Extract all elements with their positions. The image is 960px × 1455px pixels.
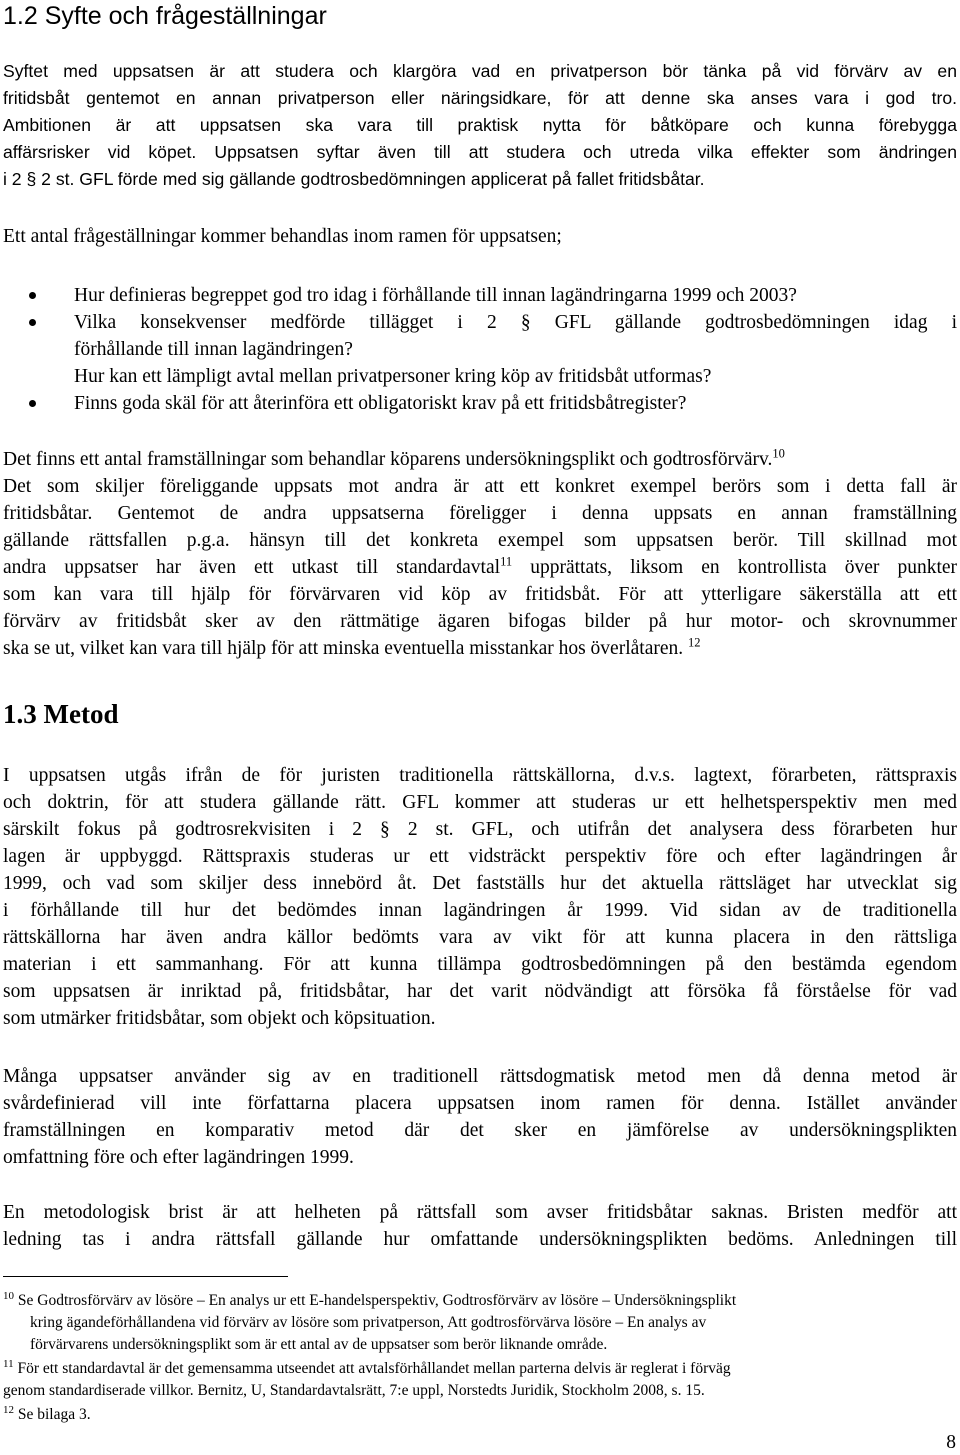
text-line: Syftet med uppsatsen är att studera och klargöra vad en privatperson bör tänka på vid förvärv av en [3, 61, 957, 81]
list-item [3, 363, 957, 390]
text-line: Ambitionen är att uppsatsen ska vara till praktisk nytta för båtköpare och kunna förebygga [3, 115, 957, 135]
text-line: affärsrisker vid köpet. Uppsatsen syftar även till att studera och utreda vilka effekter som ändringen [3, 142, 957, 162]
text-line: Det som skiljer föreliggande uppsats mot andra är att ett konkret exempel berörs som i detta fall är [3, 476, 957, 497]
footnote-12 [3, 1404, 957, 1426]
bullet-icon [29, 400, 36, 407]
bullet-icon [29, 319, 36, 326]
text-span: Se Godtrosförvärv av lösöre – En analys ur ett E-handelsperspektiv, Godtrosförvärv av lösöre – Undersökningsplikt [17, 1292, 737, 1309]
text-line: Ett antal frågeställningar kommer behandlas inom ramen för uppsatsen; [3, 226, 562, 247]
section-heading-1-2: 1.2 Syfte och frågeställningar [3, 2, 327, 30]
paragraph-metod [3, 762, 957, 1032]
footnote-11 [3, 1358, 957, 1402]
footnote-ref-10: 10 [772, 446, 785, 461]
text-line: i 2 § 2 st. GFL förde med sig gällande godtrosbedömningen applicerat på fallet fritidsbåtar. [3, 169, 705, 189]
text-line: förhållande till innan lagändringen? [74, 339, 353, 360]
list-item [3, 390, 957, 417]
text-line: materian i ett sammanhang. För att kunna tillämpa godtrosbedömningen på den bestämda egendom [3, 954, 957, 975]
text-line [3, 1290, 957, 1312]
footnote-10 [3, 1290, 957, 1356]
text-line: kring ägandeförhållandena vid förvärv av lösöre som privatperson, Att godtrosförvärva lösöre – En analys av [30, 1314, 707, 1331]
text-line: 1999, och vad som skiljer dess innebörd åt. Det fastställs hur det aktuella rättsläget har utvecklat sig [3, 873, 957, 894]
footnote-ref-12: 12 [688, 635, 701, 650]
text-line: genom standardiserade villkor. Bernitz, U, Standardavtalsrätt, 7:e uppl, Norstedts Juridik, Stockholm 2008, s. 15. [3, 1382, 705, 1399]
text-line: I uppsatsen utgås ifrån de för juristen traditionella rättskällorna, d.v.s. lagtext, förarbeten, rättspraxis [3, 765, 957, 786]
section-heading-1-3: 1.3 Metod [3, 699, 119, 729]
paragraph-framstallningar [3, 446, 957, 662]
text-line: ledning tas i andra rättsfall gällande hur omfattande undersökningsplikten bedöms. Anledningen till [3, 1229, 957, 1250]
text-line: gällande rättsfallen p.g.a. hänsyn till det konkreta exempel som uppsatsen berör. Till skillnad mot [3, 530, 957, 551]
paragraph-intro-questions [3, 223, 957, 250]
text-span: För ett standardavtal är det gemensamma utseendet att avtalsförhållandet mellan parterna delvis är reglerat i förväg [17, 1360, 731, 1377]
bullet-icon [29, 292, 36, 299]
text-line: Hur kan ett lämpligt avtal mellan privatpersoner kring köp av fritidsbåt utformas? [74, 366, 712, 387]
text-line: särskilt fokus på godtrosrekvisiten i 2 § 2 st. GFL, och utifrån det analysera dess förarbeten hur [3, 819, 957, 840]
text-line [3, 635, 957, 662]
text-line: förvärvarens undersökningsplikt som är ett antal av de uppsatser som berör liknande område. [30, 1336, 608, 1353]
list-item [3, 282, 957, 309]
footnote-separator [3, 1276, 288, 1277]
footnote-number: 10 [3, 1289, 14, 1302]
text-line: Finns goda skäl för att återinföra ett obligatoriskt krav på ett fritidsbåtregister? [74, 393, 687, 414]
text-line: som utmärker fritidsbåtar, som objekt och köpsituation. [3, 1008, 436, 1029]
text-line [3, 1404, 957, 1426]
text-line: och doktrin, för att studera gällande rätt. GFL kommer att studeras ur ett helhetsperspektiv men med [3, 792, 957, 813]
text-line: Många uppsatser använder sig av en traditionell rättsdogmatisk metod men då denna metod är [3, 1066, 957, 1087]
page-number: 8 [946, 1432, 956, 1453]
text-line: fritidsbåtar. Gentemot de andra uppsatserna föreligger i denna uppsats en annan framställning [3, 503, 957, 524]
text-line: som kan vara till hjälp för förvärvaren vid köp av fritidsbåt. För att ytterligare säkerställa att ett [3, 584, 957, 605]
text-line: Hur definieras begreppet god tro idag i förhållande till innan lagändringarna 1999 och 2003? [74, 285, 797, 306]
text-span: ska se ut, vilket kan vara till hjälp för att minska eventuella misstankar hos överlåtaren. [3, 638, 684, 659]
footnote-ref-11: 11 [500, 554, 513, 569]
text-line: En metodologisk brist är att helheten på rättsfall som avser fritidsbåtar saknas. Bristen medför att [3, 1202, 957, 1223]
text-line: Vilka konsekvenser medförde tillägget i 2 § GFL gällande godtrosbedömningen idag i [74, 312, 957, 333]
question-list [3, 282, 957, 417]
text-span: andra uppsatser har även ett utkast till standardavtal [3, 557, 501, 578]
footnote-number: 12 [3, 1403, 14, 1416]
text-span: Se bilaga 3. [17, 1406, 91, 1423]
text-line: lagen är uppbyggd. Rättspraxis studeras ur ett vidsträckt perspektiv före och efter lagändringen år [3, 846, 957, 867]
list-item [3, 309, 957, 363]
text-line [3, 446, 957, 473]
text-line: rättskällorna har även andra källor bedömts vara av vikt för att kunna placera in den rättsliga [3, 927, 957, 948]
text-line: som uppsatsen är inriktad på, fritidsbåtar, har det varit nödvändigt att försöka få förståelse för vad [3, 981, 957, 1002]
text-line: svårdefinierad vill inte författarna placera uppsatsen inom ramen för denna. Istället använder [3, 1093, 957, 1114]
paragraph-brist [3, 1199, 957, 1253]
text-line [3, 1358, 957, 1380]
text-line: i förhållande till hur det bedömdes innan lagändringen år 1999. Vid sidan av de traditionella [3, 900, 957, 921]
paragraph-manga [3, 1063, 957, 1171]
text-line: omfattning före och efter lagändringen 1999. [3, 1147, 354, 1168]
text-line: förvärv av fritidsbåt sker av den rättmätige ägaren bifogas bilder på hur motor- och skrovnummer [3, 611, 957, 632]
text-span: upprättats, liksom en kontrollista över punkter [512, 557, 958, 578]
paragraph-syfte [3, 58, 957, 193]
footnote-number: 11 [3, 1357, 14, 1370]
text-line [3, 554, 957, 581]
text-line: framställningen en komparativ metod där det sker en jämförelse av undersökningsplikten [3, 1120, 957, 1141]
text-line: fritidsbåt gentemot en annan privatperson eller näringsidkare, för att denne ska anses vara i god tro. [3, 88, 957, 108]
text-span: Det finns ett antal framställningar som behandlar köparens undersökningsplikt och godtrosförvärv. [3, 449, 773, 470]
